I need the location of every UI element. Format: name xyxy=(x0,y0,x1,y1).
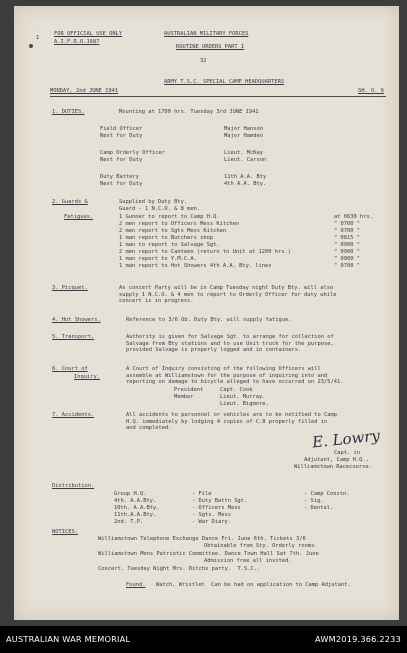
fatigue-item-8: 1 man report to Hot Showers 4th A.A. Bty. lines xyxy=(119,263,272,269)
court-text: A Court of Inquiry consisting of the following Officers will assemble at Williamstown for the purpose of inquiring into and reporting on damage to bicycle alleged to have occurred on 23/5/41. xyxy=(126,366,344,386)
distribution-war-diary: - War Diary. xyxy=(192,519,231,525)
found-label: Found. xyxy=(126,582,146,588)
archive-name: AUSTRALIAN WAR MEMORIAL xyxy=(6,634,131,644)
fatigue-item-5: 1 man to report to Salvage Sgt. xyxy=(119,242,220,248)
distribution-10th: 10th. A.A.Bty. xyxy=(114,505,160,511)
duty-name-6: 4th A.A. Bty. xyxy=(224,181,267,187)
fatigue-time-2: " 0700 " xyxy=(334,221,360,227)
showers-text: Reference to 3/6 Ob. Duty Bty. will supply fatigue. xyxy=(126,317,292,323)
date-line: MONDAY, 2nd JUNE 1941 xyxy=(50,88,119,94)
duty-name-1: Major Hanson xyxy=(224,126,263,132)
distribution-sgts-mess: - Sgts. Mess xyxy=(192,512,231,518)
distribution-dental: - Dental. xyxy=(304,505,334,511)
fatigue-time-4: " 0815 " xyxy=(334,235,360,241)
notice-line-3: Williamstown Mens Patriotic Committee. Dance Town Hall Sat 7th. June xyxy=(98,551,319,557)
archive-footer-bar xyxy=(0,626,407,653)
distribution-file: - File xyxy=(192,491,212,497)
duties-intro: Mounting at 1700 hrs. Tuesday 3rd JUNE 1941 xyxy=(119,109,259,115)
duty-name-4: Lieut. Carson xyxy=(224,157,267,163)
guards-label: 2. Guards & xyxy=(52,199,88,205)
orders-heading: ROUTINE ORDERS PART I xyxy=(176,44,245,50)
accidents-label: 7. Accidents. xyxy=(52,412,95,418)
notice-line-2: Obtainable from Sty. Orderly rooms. xyxy=(204,543,318,549)
document-page xyxy=(14,6,399,620)
fatigue-time-7: " 0900 " xyxy=(334,256,360,262)
punch-hole xyxy=(29,44,33,48)
duty-role-5: Duty Battery xyxy=(100,174,139,180)
fatigue-time-1: at 0630 hrs. xyxy=(334,214,373,220)
distribution-label: Distribution. xyxy=(52,483,95,489)
guards-label-2: Fatigues. xyxy=(64,214,94,220)
fatigue-item-3: 2 men report to Sgts Mess Kitchen xyxy=(119,228,227,234)
signature-place: Williamstown Racecourse. xyxy=(294,464,372,470)
duty-name-3: Lieut. McKay xyxy=(224,150,263,156)
distribution-officers-mess: - Officers Mess xyxy=(192,505,241,511)
court-member-name-3: Lieut. Bigmore. xyxy=(220,401,269,407)
fatigue-time-5: " 0900 " xyxy=(334,242,360,248)
court-member-name-2: Lieut. Murray. xyxy=(220,394,266,400)
picquet-text: As concert Party will be in Camp Tuesday night Duty Bty. will also supply 1 N.C.O. & 4 men to report to Orderly Officer for duty while concert is in progress. xyxy=(119,285,337,305)
found-text: Watch, Wristlet Can be had on application to Camp Adjutant. xyxy=(156,582,351,588)
official-use-heading: FOR OFFICIAL USE ONLY xyxy=(54,31,123,37)
court-member-role-2: Member xyxy=(174,394,194,400)
header-rule xyxy=(50,96,386,97)
distribution-11th: 11th.A.A.Bty. xyxy=(114,512,157,518)
notice-line-5: Concert. Tuesday Night Mrs. Ditchs party. T.S.C.. xyxy=(98,566,261,572)
unit-heading: AUSTRALIAN MILITARY FORCES xyxy=(164,31,249,37)
court-member-role-1: President xyxy=(174,387,204,393)
fatigue-item-1: 1 Gunner to report to Camp H.Q. xyxy=(119,214,220,220)
order-number: 32 xyxy=(200,58,207,64)
guards-supply: Supplied by Duty Bty. xyxy=(119,199,188,205)
duty-name-2: Major Hamden xyxy=(224,133,263,139)
fatigue-time-3: " 0700 " xyxy=(334,228,360,234)
fatigue-time-6: " 0900 " xyxy=(334,249,360,255)
distribution-camp-constn: - Camp Constn. xyxy=(304,491,350,497)
duty-role-1: Field Officer xyxy=(100,126,143,132)
duty-role-6: Next for Duty xyxy=(100,181,143,187)
distribution-duty-sgt: - Duty Battn Sgt. xyxy=(192,498,248,504)
distribution-2nd: 2nd. T.P. xyxy=(114,519,144,525)
duties-label: 1. DUTIES. xyxy=(52,109,85,115)
transport-label: 5. Transport. xyxy=(52,334,95,340)
accidents-text: All accidents to personnel or vehicles are to be notified to Camp H.Q. immediately by lodging 4 copies of C.8 properly filled in and completed. xyxy=(126,412,337,432)
court-member-name-1: Capt. Cook xyxy=(220,387,253,393)
fatigue-item-2: 2 men report to Officers Mess Kitchen xyxy=(119,221,240,227)
signature-rank: Capt. in xyxy=(334,450,360,456)
distribution-group: Group H.Q. xyxy=(114,491,147,497)
distribution-sig: - Sig. xyxy=(304,498,324,504)
transport-text: Authority is given for Salvage Sgt. to arrange for collection of Salvage from Bty stations and to use Unit truck for the purpose, provided Salvage is properly logged and in containers. xyxy=(126,334,334,354)
fatigue-item-6: 2 men report to Canteen (return to Unit at 1200 hrs.) xyxy=(119,249,292,255)
duty-role-4: Next for Duty xyxy=(100,157,143,163)
fatigue-item-7: 1 man report to Y.M.C.A. xyxy=(119,256,197,262)
duty-role-2: Next for Duty xyxy=(100,133,143,139)
duty-role-3: Camp Orderly Officer xyxy=(100,150,165,156)
notice-line-4: Admission free all invited. xyxy=(204,558,292,564)
fatigue-item-4: 1 man report to Butchers shop xyxy=(119,235,214,241)
reference-number: A.I.F.R.O.1687 xyxy=(54,39,100,45)
handwritten-signature: E. Lowry xyxy=(311,426,381,452)
notices-label: NOTICES. xyxy=(52,529,78,535)
notice-line-1: Williamstown Telephone Exchange Dance Fri. June 6th. Tickets 3/6 xyxy=(98,536,306,542)
signature-title: Adjutant, Camp H.Q., xyxy=(304,457,369,463)
camp-heading: ARMY T.S.C. SPECIAL CAMP HEADQUARTERS xyxy=(164,79,285,85)
court-label: 6. Court of xyxy=(52,366,88,372)
picquet-label: 3. Picquet. xyxy=(52,285,88,291)
fatigue-time-8: " 0700 " xyxy=(334,263,360,269)
showers-label: 4. Hot Showers. xyxy=(52,317,101,323)
archive-reference: AWM2019.366.2233 xyxy=(314,634,401,644)
page-mark: 1 xyxy=(36,35,40,41)
guards-guard: Guard - 1 N.C.O. & 8 men. xyxy=(119,206,201,212)
distribution-4th: 4th. A.A.Bty. xyxy=(114,498,157,504)
court-label-2: Inquiry. xyxy=(74,374,100,380)
duty-name-5: 11th A.A. Bty xyxy=(224,174,267,180)
sheet-number: SH. O. 6 xyxy=(358,88,384,94)
